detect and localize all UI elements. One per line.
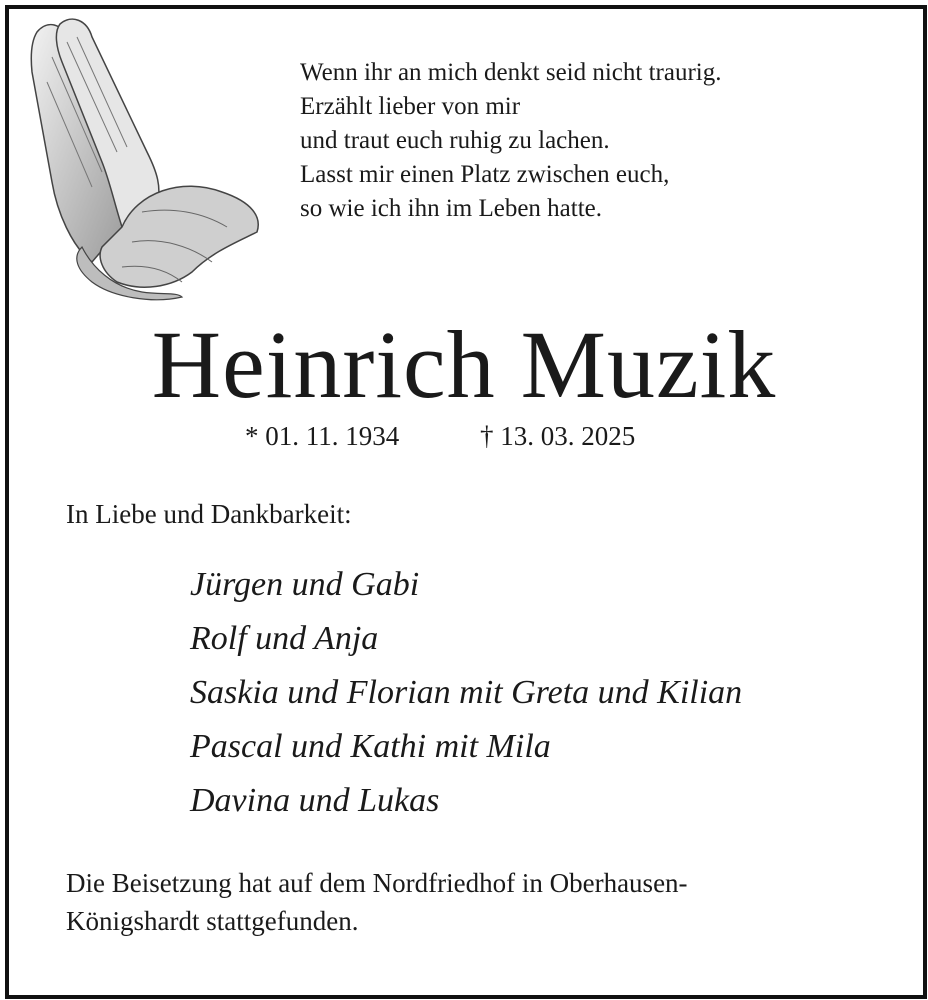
poem-line: Erzählt lieber von mir [300, 93, 521, 120]
mourner-line: Davina und Lukas [190, 782, 440, 819]
mourner-line: Saskia und Florian mit Greta und Kilian [190, 674, 743, 711]
death-date: † 13. 03. 2025 [480, 421, 636, 451]
mourner-line: Pascal und Kathi mit Mila [190, 728, 551, 765]
praying-hands-icon [22, 12, 272, 302]
intro-text: In Liebe und Dankbarkeit: [66, 499, 352, 529]
burial-line: Königshardt stattgefunden. [66, 906, 359, 936]
poem [300, 56, 721, 226]
deceased-name: Heinrich Muzik [151, 311, 777, 418]
poem-line: Wenn ihr an mich denkt seid nicht traurig. [300, 59, 722, 86]
burial-line: Die Beisetzung hat auf dem Nordfriedhof in Oberhausen- [66, 868, 688, 898]
mourner-line: Rolf und Anja [190, 620, 379, 657]
birth-date: * 01. 11. 1934 [245, 421, 400, 451]
poem-line: und traut euch ruhig zu lachen. [300, 127, 610, 154]
poem-line: so wie ich ihn im Leben hatte. [300, 195, 603, 222]
mourners-list [190, 558, 742, 828]
burial-note [66, 864, 866, 940]
mourner-line: Jürgen und Gabi [190, 566, 420, 603]
poem-line: Lasst mir einen Platz zwischen euch, [300, 161, 670, 188]
